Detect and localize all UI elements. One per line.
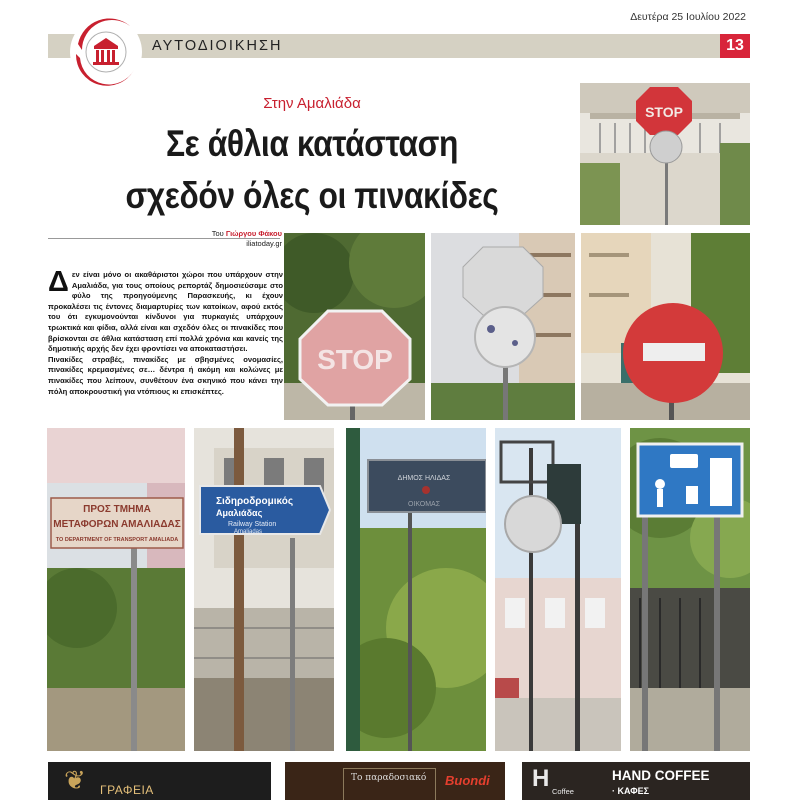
photo-municipality-sign: [346, 428, 486, 751]
byline-site: iliatoday.gr: [246, 239, 282, 248]
transport-sign: [51, 498, 183, 548]
photo-transport-dept-sign: [47, 428, 185, 751]
hand-coffee-logo-icon: H: [532, 765, 550, 792]
ad-ornament-icon: ❦: [64, 766, 86, 796]
drop-cap: Δ: [48, 266, 69, 298]
railway-sign-line2: Αμαλιάδας: [216, 508, 263, 518]
article-paragraph-2: Πινακίδες στραβές, πινακίδες με σβησμένες ονομασίες, πινακίδες κρεμασμένες σε… δέντρα ή ακόμη και κολώνες με πινακίδες που λείπουν, συνθέτουν ένα σκηνικό που κάνει την πόλη αποκρουστική για ντόπιους κι επισκέπτες.: [48, 354, 283, 396]
municipality-sign: [368, 460, 486, 512]
byline-prefix: Του: [211, 229, 224, 238]
photo-blank-signs-pole: [431, 233, 575, 420]
hand-coffee-subtitle: · ΚΑΦΕΣ: [612, 786, 650, 796]
section-logo-icon: [64, 10, 148, 94]
ad-buondi-tagline: Το παραδοσιακό: [351, 773, 427, 783]
section-bar: [48, 34, 750, 58]
byline-author: Γιώργου Φάκου: [225, 229, 282, 238]
ad-offices[interactable]: [48, 762, 271, 800]
byline: [212, 229, 282, 249]
section-title: ΑΥΤΟΔΙΟΙΚΗΣΗ: [152, 38, 283, 54]
photo-no-entry-sign: [581, 233, 750, 420]
byline-divider: [48, 238, 280, 239]
transport-sign-line3: TO DEPARTMENT OF TRANSPORT AMALIADA: [55, 537, 179, 543]
photo-empty-sign-frames: [495, 428, 621, 751]
headline-line-2: σχεδόν όλες οι πινακίδες: [125, 175, 499, 216]
municipality-sign-line2: ΟΙΚΟΜΑΣ: [407, 501, 441, 508]
transport-sign-line1: ΠΡΟΣ ΤΜΗΜΑ: [83, 504, 151, 515]
photo-faded-stop-sign: [284, 233, 425, 420]
page-number-badge: 13: [720, 34, 750, 58]
ad-offices-text: ΓΡΑΦΕΙΑ: [100, 783, 154, 797]
hand-coffee-title: HAND COFFEE: [612, 768, 710, 783]
hand-coffee-logo-text: Coffee: [552, 787, 574, 796]
issue-date: Δευτέρα 25 Ιουλίου 2022: [630, 11, 746, 23]
faded-stop-text: STOP: [317, 344, 393, 375]
article-body: [48, 266, 283, 397]
railway-sign-line3: Railway Station: [228, 521, 277, 528]
railway-sign: [200, 486, 330, 535]
photo-railway-station-sign: [194, 428, 334, 751]
photo-pedestrian-zone-sign: [630, 428, 750, 751]
article-paragraph-1: Δεν είναι μόνο οι ακαθάριστοι χώροι που υπάρχουν στην Αμαλιάδα, για τους οποίους ρεπορτάζ δημοσιεύσαμε στο φύλο της προηγούμενης Παρασκευής, κι έχουν προκαλέσει τις έντονες διαμαρτυρίες των κατοίκων, αφού εκτός του ότι εγκυμονούνται κίνδυνοι για πυρκαγιές υπάρχουν τρωκτικά και φίδια, αλλά είναι και σχεδόν όλες οι πινακίδες που βρίσκονται σε άθλια κατάσταση επί πολλά χρόνια και κανείς της δημοτικής αρχής δεν έχει φροντίσει να αποκαταστήσει.: [48, 266, 283, 354]
headline-line-1: Σε άθλια κατάσταση: [166, 123, 458, 164]
transport-sign-line2: ΜΕΤΑΦΟΡΩΝ ΑΜΑΛΙΑΔΑΣ: [53, 519, 181, 530]
photo-stop-sign-balcony: [580, 83, 750, 225]
municipality-sign-line1: ΔΗΜΟΣ ΗΛΙΔΑΣ: [397, 475, 451, 482]
railway-sign-line4: Amaliadas: [234, 529, 263, 535]
stop-sign-text: STOP: [645, 104, 683, 120]
ad-buondi-brand: Buondi: [445, 773, 490, 788]
ad-hand-coffee[interactable]: [522, 762, 750, 800]
ad-buondi[interactable]: [285, 762, 505, 800]
article-headline: [85, 118, 539, 222]
railway-sign-line1: Σιδηροδρομικός: [216, 496, 294, 507]
article-kicker: Στην Αμαλιάδα: [263, 95, 361, 112]
pedestrian-zone-sign: [638, 444, 742, 516]
